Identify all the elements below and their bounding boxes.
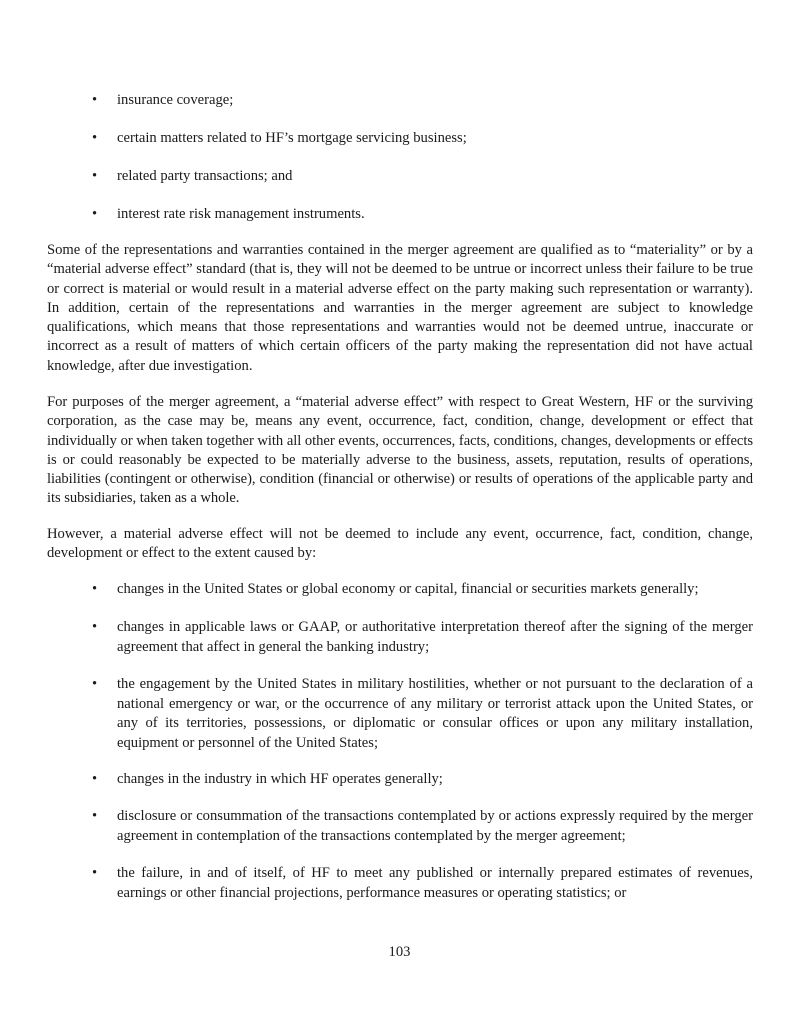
bullet-icon: •: [92, 206, 98, 222]
bullet-icon: •: [92, 581, 98, 597]
bullet-icon: •: [92, 771, 98, 787]
list-item-text: interest rate risk management instruments.: [117, 206, 365, 222]
paragraph-material-adverse-effect: For purposes of the merger agreement, a “material adverse effect” with respect to Great Western, HF or the surviving corporation, as the case may be, means any event, occurrence, fact, condition, change, development or effect that individually or when taken together with all other events, occurrences, facts, conditions, changes, developments or effects is or could reasonably be expected to be materially adverse to the business, assets, reputation, results of operations, liabilities (contingent or otherwise), condition (financial or otherwise) or results of operations of the applicable party and its subsidiaries, taken as a whole.: [47, 394, 753, 507]
bullet-icon: •: [92, 130, 98, 146]
bullet-icon: •: [92, 619, 98, 635]
bullet-icon: •: [92, 168, 98, 184]
bullet-icon: •: [92, 92, 98, 108]
paragraph-exceptions-intro: However, a material adverse effect will not be deemed to include any event, occurrence, fact, condition, change, development or effect to the extent caused by:: [47, 526, 753, 562]
list-item-text: disclosure or consummation of the transactions contemplated by or actions expressly required by the merger agreement in contemplation of the transactions contemplated by the merger agreement;: [117, 808, 753, 844]
list-item-text: the failure, in and of itself, of HF to meet any published or internally prepared estimates of revenues, earnings or other financial projections, performance measures or operating statistics; or: [117, 865, 753, 901]
bullet-icon: •: [92, 676, 98, 692]
list-item-text: changes in the United States or global economy or capital, financial or securities markets generally;: [117, 581, 699, 597]
list-item-text: certain matters related to HF’s mortgage servicing business;: [117, 130, 467, 146]
list-item-text: changes in the industry in which HF operates generally;: [117, 771, 443, 787]
bullet-icon: •: [92, 808, 98, 824]
paragraph-representations: Some of the representations and warranties contained in the merger agreement are qualified as to “materiality” or by a “material adverse effect” standard (that is, they will not be deemed to be untrue or incorrect unless their failure to be true or correct is material or would result in a material adverse effect on the party making such representation or warranty). In addition, certain of the representations and warranties in the merger agreement are subject to knowledge qualifications, which means that those representations and warranties would not be deemed untrue, inaccurate or incorrect as a result of matters of which certain officers of the party making the representation did not have actual knowledge, after due investigation.: [47, 242, 753, 374]
list-item-text: insurance coverage;: [117, 92, 234, 108]
list-item-text: changes in applicable laws or GAAP, or authoritative interpretation thereof after the signing of the merger agreement that affect in general the banking industry;: [117, 619, 753, 655]
page-number: 103: [388, 944, 411, 960]
list-item-text: the engagement by the United States in military hostilities, whether or not pursuant to the declaration of a national emergency or war, or the occurrence of any military or terrorist attack upon the United States, or any of its territories, possessions, or diplomatic or consular offices or upon any military installation, equipment or personnel of the United States;: [117, 676, 753, 751]
list-item-text: related party transactions; and: [117, 168, 293, 184]
bullet-icon: •: [92, 865, 98, 881]
